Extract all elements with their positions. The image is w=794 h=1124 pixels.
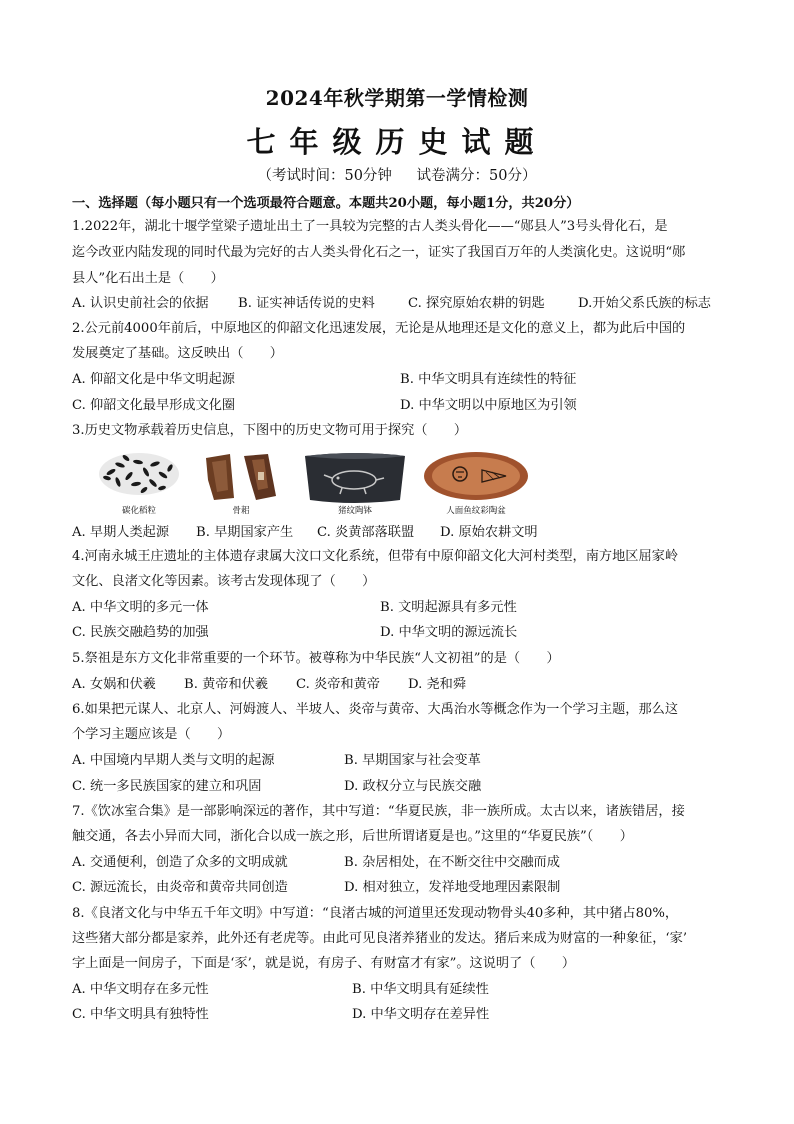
q3-option-d: D. 原始农耕文明	[440, 525, 538, 540]
exam-info	[0, 164, 794, 185]
question-2-line-1: 2.公元前4000年前后，中原地区的仰韶文化迅速发展，无论是从地理还是文化的意义上，都为此后中国的	[72, 321, 686, 336]
question-8-line-3: 字上面是一间房子，下面是‘豕’，就是说，有房子、有财富才有家”。这说明了（ ）	[72, 956, 576, 971]
caption-rice: 碳化稻粒	[121, 506, 156, 516]
q4-option-b: B. 文明起源具有多元性	[380, 600, 517, 615]
caption-painted-basin: 人面鱼纹彩陶盆	[446, 506, 506, 516]
artifact-images	[96, 450, 536, 518]
q1-option-d: D.开始父系氏族的标志	[578, 296, 711, 311]
pig-pottery-image	[302, 450, 408, 506]
q7-option-c: C. 源远流长，由炎帝和黄帝共同创造	[72, 880, 288, 895]
q6-option-c: C. 统一多民族国家的建立和巩固	[72, 779, 262, 794]
q3-option-b: B. 早期国家产生	[196, 525, 294, 540]
question-8-line-1: 8.《良渚文化与中华五千年文明》中写道：“良渚古城的河道里还发现动物骨头40多种，其中猪占80%，	[72, 906, 679, 921]
question-1-line-2: 迄今改亚内陆发现的同时代最为完好的古人类头骨化石之一，证实了我国百万年的人类演化史。这说明“郧	[72, 245, 686, 260]
q5-option-d: D. 尧和舜	[408, 677, 467, 692]
q1-option-c: C. 探究原始农耕的钥匙	[408, 296, 545, 311]
q5-option-c: C. 炎帝和黄帝	[296, 677, 380, 692]
exam-score: 试卷满分：50分）	[416, 168, 537, 184]
question-6-line-2: 个学习主题应该是（ ）	[72, 727, 231, 742]
caption-pig-bowl: 猪纹陶钵	[337, 506, 372, 516]
q1-option-a: A. 认识史前社会的依据	[72, 296, 209, 311]
q1-option-b: B. 证实神话传说的史料	[238, 296, 375, 311]
q2-option-d: D. 中华文明以中原地区为引领	[400, 398, 577, 413]
question-8-line-2: 这些猪大部分都是家养，此外还有老虎等。由此可见良渚养猪业的发达。猪后来成为财富的一种象征，‘家’	[72, 931, 688, 946]
question-1-line-1: 1.2022年，湖北十堰学堂梁子遗址出土了一具较为完整的古人类头骨化——“郧县人”3号头骨化石，是	[72, 219, 668, 234]
bone-spade-image	[200, 450, 282, 506]
q8-option-b: B. 中华文明具有延续性	[352, 982, 489, 997]
q2-option-c: C. 仰韶文化最早形成文化圈	[72, 398, 236, 413]
q8-option-a: A. 中华文明存在多元性	[72, 982, 209, 997]
exam-subtitle: 2024年秋学期第一学情检测	[265, 86, 529, 110]
q4-option-a: A. 中华文明的多元一体	[72, 600, 209, 615]
q7-option-d: D. 相对独立，发祥地受地理因素限制	[344, 880, 561, 895]
q8-option-c: C. 中华文明具有独特性	[72, 1007, 209, 1022]
question-7-line-1: 7.《饮冰室合集》是一部影响深远的著作，其中写道：“华夏民族，非一族所成。太古以来，诸族错居，接	[72, 804, 685, 819]
caption-bone-spade: 骨耜	[232, 506, 250, 516]
question-6-line-1: 6.如果把元谋人、北京人、河姆渡人、半坡人、炎帝与黄帝、大禹治水等概念作为一个学习主题，那么这	[72, 702, 679, 717]
q7-option-b: B. 杂居相处，在不断交往中交融而成	[344, 855, 560, 870]
section-heading: 一、选择题（每小题只有一个选项最符合题意。本题共20小题，每小题1分，共20分）	[72, 196, 580, 211]
q4-option-c: C. 民族交融趋势的加强	[72, 625, 209, 640]
question-5-line-1: 5.祭祖是东方文化非常重要的一个环节。被尊称为中华民族“人文初祖”的是（ ）	[72, 651, 560, 666]
q7-option-a: A. 交通便利，创造了众多的文明成就	[72, 855, 288, 870]
q5-option-b: B. 黄帝和伏羲	[184, 677, 269, 692]
question-1-line-3: 县人”化石出土是（ ）	[72, 271, 224, 286]
question-4-line-2: 文化、良渚文化等因素。该考古发现体现了（ ）	[72, 574, 376, 589]
q4-option-d: D. 中华文明的源远流长	[380, 625, 518, 640]
q8-option-d: D. 中华文明存在差异性	[352, 1007, 490, 1022]
q5-option-a: A. 女娲和伏羲	[72, 677, 156, 692]
q6-option-a: A. 中国境内早期人类与文明的起源	[72, 753, 275, 768]
question-4-line-1: 4.河南永城王庄遗址的主体遗存隶属大汶口文化系统，但带有中原仰韶文化大河村类型，南方地区屈家岭	[72, 549, 679, 564]
exam-title: 七年级历史试题	[246, 125, 548, 159]
q3-option-c: C. 炎黄部落联盟	[317, 525, 415, 540]
q3-option-a: A. 早期人类起源	[72, 525, 170, 540]
painted-basin-image	[422, 450, 530, 506]
q6-option-d: D. 政权分立与民族交融	[344, 779, 482, 794]
q2-option-b: B. 中华文明具有连续性的特征	[400, 372, 577, 387]
q2-option-a: A. 仰韶文化是中华文明起源	[72, 372, 235, 387]
question-2-line-2: 发展奠定了基础。这反映出（ ）	[72, 346, 283, 361]
exam-time: （考试时间：50分钟	[257, 168, 392, 184]
q6-option-b: B. 早期国家与社会变革	[344, 753, 481, 768]
question-3-line-1: 3.历史文物承载着历史信息，下图中的历史文物可用于探究（ ）	[72, 423, 468, 438]
carbonized-rice-image	[96, 450, 182, 506]
question-7-line-2: 触交通，各去小异而大同，浙化合以成一族之形，后世所谓诸夏是也。”这里的“华夏民族”（ ）	[72, 829, 633, 844]
